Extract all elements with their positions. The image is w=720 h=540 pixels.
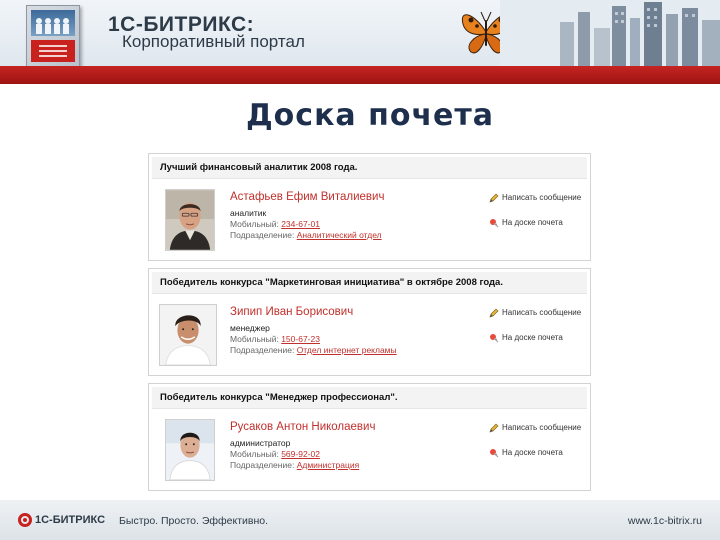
write-message-label: Написать сообщение	[502, 193, 582, 202]
footer-brand: 1С-БИТРИКС	[35, 514, 106, 526]
employee-name[interactable]: Астафьев Ефим Виталиевич	[230, 191, 385, 203]
honor-board-link[interactable]	[489, 332, 591, 343]
footer-slogan: Быстро. Просто. Эффективно.	[119, 515, 269, 527]
footer-logo	[18, 513, 105, 527]
employee-name[interactable]: Зипип Иван Борисович	[230, 306, 354, 318]
mobile-label: Мобильный:	[230, 334, 279, 344]
department-label: Подразделение:	[230, 460, 295, 470]
department-link[interactable]: Администрация	[296, 460, 360, 470]
honor-board-label: На доске почета	[502, 333, 563, 342]
employee-name[interactable]: Русаков Антон Николаевич	[230, 421, 376, 433]
write-message-link[interactable]	[489, 192, 591, 203]
honor-board-list	[148, 153, 591, 498]
employee-mobile	[230, 334, 480, 345]
write-message-label: Написать сообщение	[502, 308, 582, 317]
honor-board-label: На доске почета	[502, 218, 563, 227]
write-message-label: Написать сообщение	[502, 423, 582, 432]
mobile-label: Мобильный:	[230, 219, 279, 229]
award-icon	[489, 448, 499, 458]
department-label: Подразделение:	[230, 345, 295, 355]
award-icon	[489, 218, 499, 228]
honor-board-link[interactable]	[489, 217, 591, 228]
award-icon	[489, 333, 499, 343]
mobile-number-link[interactable]: 234-67-01	[281, 219, 320, 229]
pencil-icon	[489, 308, 499, 318]
department-label: Подразделение:	[230, 230, 295, 240]
honor-board-link[interactable]	[489, 447, 591, 458]
employee-position: администратор	[230, 438, 291, 448]
employee-position: менеджер	[230, 323, 270, 333]
brand-name: 1С-БИТРИКС:	[108, 13, 255, 36]
product-name: Корпоративный портал	[122, 32, 305, 51]
pencil-icon	[489, 423, 499, 433]
award-heading: Победитель конкурса "Менеджер профессионал".	[152, 387, 587, 409]
employee-photo[interactable]	[165, 419, 215, 481]
header-banner	[0, 0, 720, 66]
department-link[interactable]: Отдел интернет рекламы	[296, 345, 397, 355]
award-heading: Победитель конкурса "Маркетинговая инициатива" в октябре 2008 года.	[152, 272, 587, 294]
write-message-link[interactable]	[489, 307, 591, 318]
footer-url-link[interactable]: www.1c-bitrix.ru	[627, 515, 702, 527]
write-message-link[interactable]	[489, 422, 591, 433]
department-link[interactable]: Аналитический отдел	[296, 230, 382, 240]
employee-position: аналитик	[230, 208, 267, 218]
mobile-label: Мобильный:	[230, 449, 279, 459]
award-heading: Лучший финансовый аналитик 2008 года.	[152, 157, 587, 179]
employee-mobile	[230, 449, 480, 460]
honor-board-label: На доске почета	[502, 448, 563, 457]
employee-photo[interactable]	[165, 189, 215, 251]
employee-department	[230, 230, 480, 241]
employee-department	[230, 345, 480, 356]
employee-photo[interactable]	[159, 304, 217, 366]
city-skyline-image	[500, 0, 720, 66]
mobile-number-link[interactable]: 569-92-02	[281, 449, 320, 459]
employee-mobile	[230, 219, 480, 230]
mobile-number-link[interactable]: 150-67-23	[281, 334, 320, 344]
footer-bar	[0, 500, 720, 540]
bitrix-logo-icon	[18, 513, 32, 527]
page-title: Доска почета	[245, 98, 495, 133]
honor-card	[148, 383, 591, 491]
header-red-stripe	[0, 66, 720, 84]
honor-card	[148, 268, 591, 376]
pencil-icon	[489, 193, 499, 203]
product-box-image	[26, 5, 80, 66]
employee-department	[230, 460, 480, 471]
honor-card	[148, 153, 591, 261]
